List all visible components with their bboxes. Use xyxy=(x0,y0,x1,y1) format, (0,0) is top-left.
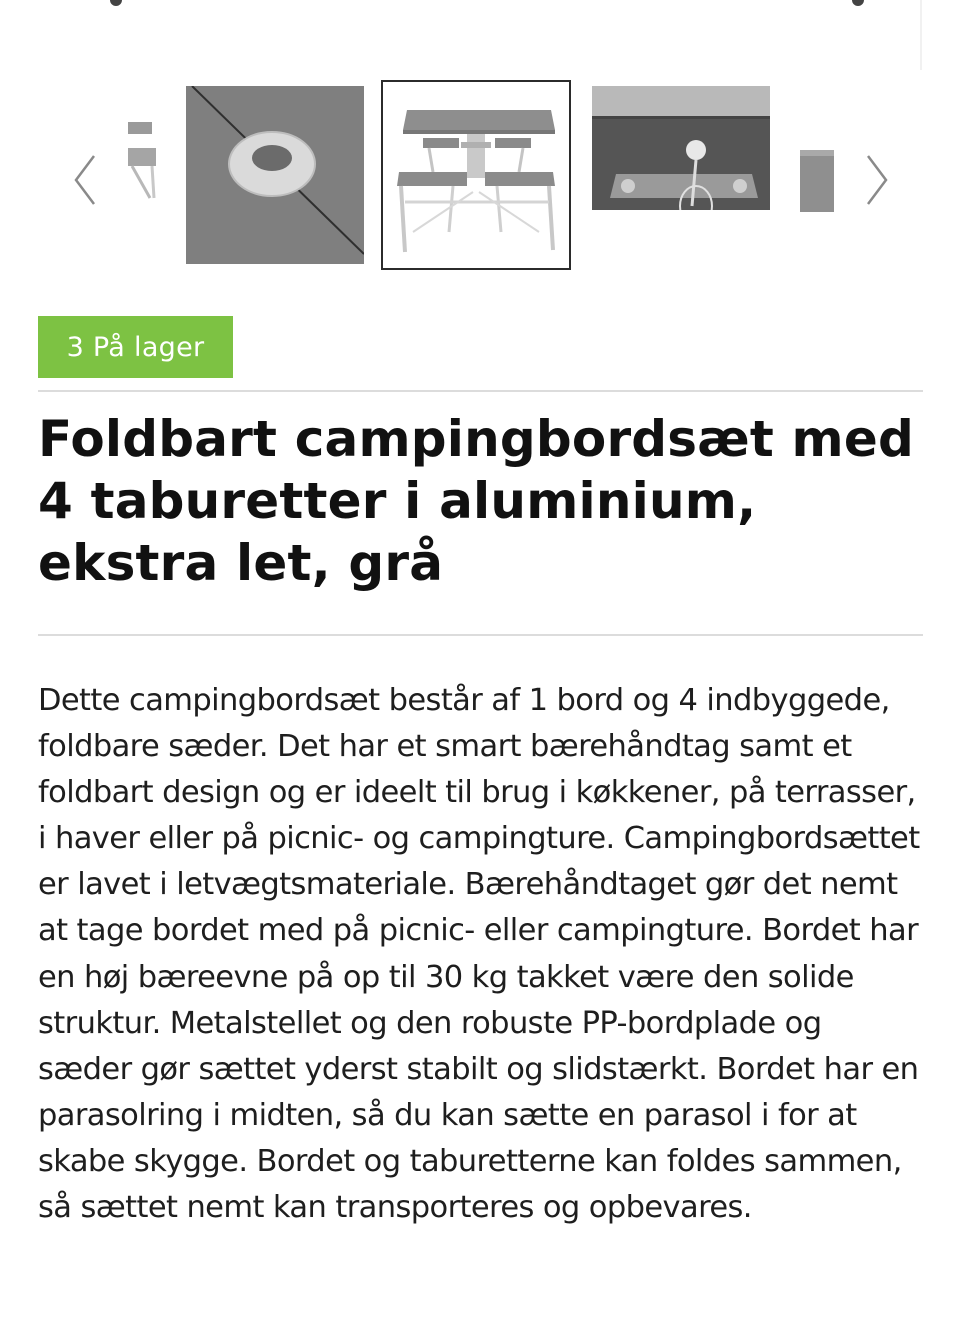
image-viewer-bottom-edge xyxy=(0,0,960,70)
thumbnail-table-with-stools[interactable] xyxy=(381,80,571,270)
thumbnail-partial-left[interactable] xyxy=(128,86,160,264)
viewer-edge xyxy=(920,0,922,70)
pagination-dot xyxy=(852,0,864,6)
thumbnail-carousel xyxy=(0,78,960,278)
carousel-prev-button[interactable] xyxy=(64,150,104,210)
chevron-right-icon xyxy=(864,152,892,208)
pagination-dot xyxy=(110,0,122,6)
thumbnail-latch[interactable] xyxy=(592,86,770,264)
divider xyxy=(38,390,923,392)
thumbnail-partial-right[interactable] xyxy=(798,86,838,264)
chevron-left-icon xyxy=(70,152,98,208)
product-title: Foldbart campingbordsæt med 4 taburetter i aluminium, ekstra let, grå xyxy=(38,410,914,592)
divider xyxy=(38,634,923,636)
product-description: Dette campingbordsæt består af 1 bord og 4 indbyggede, foldbare sæder. Det har et smart bærehåndtag samt et foldbart design og er ideelt til brug i køkkener, på terrasser, i haver eller på picnic- og campingture. Campingbordsættet er lavet i letvægtsmateriale. Bærehåndtaget gør det nemt at tage bordet med på picnic- eller campingture. Bordet har en høj bæreevne på op til 30 kg takket være den solide struktur. Metalstellet og den robuste PP-bordplade og sæder gør sættet yderst stabilt og slidstærkt. Bordet har en parasolring i midten, så du kan sætte en parasol i for at skabe skygge. Bordet og taburetterne kan foldes sammen, så sættet nemt kan transporteres og opbevares. xyxy=(38,683,920,1226)
carousel-next-button[interactable] xyxy=(858,150,898,210)
thumbnail-parasol-hole[interactable] xyxy=(186,86,364,264)
stock-status-badge: 3 På lager xyxy=(38,316,233,378)
